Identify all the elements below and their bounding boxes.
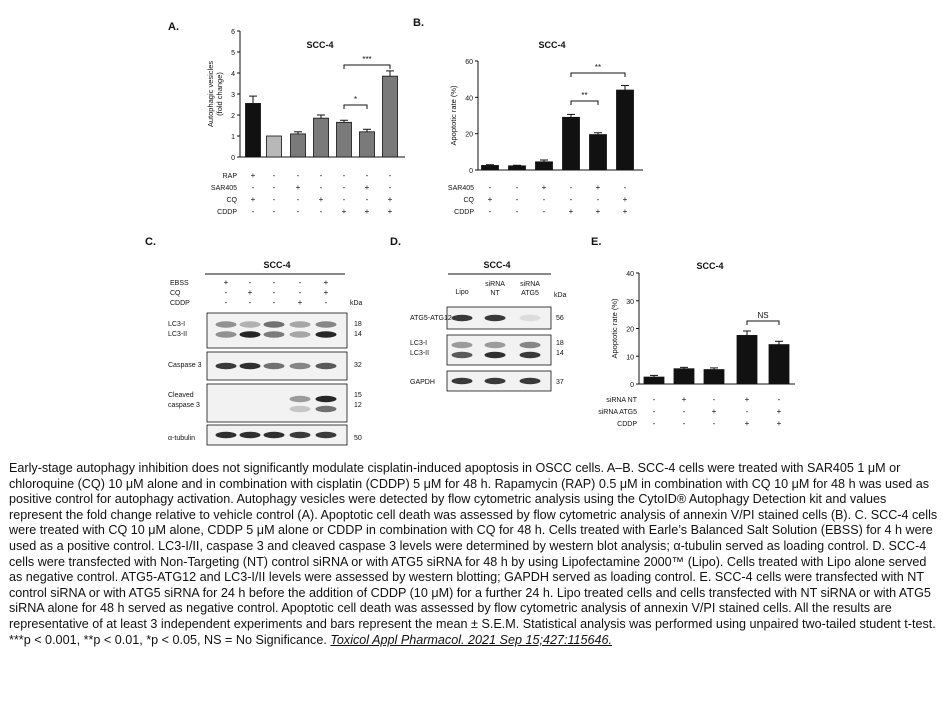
treatment-sign-C: - bbox=[272, 278, 276, 287]
treatment-sign-E: - bbox=[777, 395, 781, 404]
treatment-sign-E: - bbox=[652, 419, 656, 428]
blot-band-C bbox=[240, 321, 261, 327]
y-axis-label-A: (fold change) bbox=[215, 72, 224, 116]
significance-label-B: ** bbox=[581, 91, 588, 100]
y-tick-label-B: 60 bbox=[465, 59, 473, 66]
blot-band-D bbox=[520, 342, 541, 348]
treatment-sign-B: + bbox=[541, 183, 547, 192]
significance-label-A: *** bbox=[362, 55, 372, 64]
treatment-sign-A: - bbox=[319, 171, 323, 180]
treatment-sign-A: - bbox=[319, 207, 323, 216]
significance-label-B: ** bbox=[594, 63, 602, 72]
treatment-sign-A: - bbox=[388, 171, 392, 180]
chart-title-B: SCC-4 bbox=[538, 40, 566, 50]
treatment-row-label-E: siRNA NT bbox=[606, 397, 637, 404]
treatment-row-label-C: CQ bbox=[170, 290, 181, 297]
lane-label-D: Lipo bbox=[455, 289, 469, 296]
treatment-sign-B: - bbox=[515, 207, 519, 216]
treatment-sign-B: - bbox=[569, 183, 573, 192]
treatment-row-label-B: CDDP bbox=[454, 209, 474, 216]
panel-label-C: C. bbox=[145, 236, 156, 248]
blot-label-D: LC3-I bbox=[410, 340, 428, 347]
blot-label-C: α-tubulin bbox=[168, 435, 196, 442]
treatment-sign-C: + bbox=[247, 288, 253, 297]
treatment-sign-A: - bbox=[272, 195, 276, 204]
y-tick-label-A: 5 bbox=[231, 50, 235, 57]
lane-label-D: NT bbox=[490, 290, 500, 297]
treatment-sign-B: - bbox=[542, 195, 546, 204]
blot-band-C bbox=[316, 432, 337, 438]
treatment-sign-E: + bbox=[681, 395, 687, 404]
blot-band-C bbox=[290, 363, 311, 369]
treatment-sign-E: - bbox=[682, 407, 686, 416]
blot-label-C: LC3-I bbox=[168, 321, 186, 328]
treatment-sign-A: - bbox=[251, 207, 255, 216]
panel-label-A: A. bbox=[168, 21, 179, 33]
treatment-sign-A: + bbox=[318, 195, 324, 204]
y-tick-label-E: 10 bbox=[626, 354, 634, 362]
treatment-row-label-B: SAR405 bbox=[447, 185, 474, 192]
kda-header-C: kDa bbox=[350, 300, 363, 307]
blot-band-D bbox=[452, 342, 473, 348]
kda-value-C: 15 bbox=[354, 392, 362, 399]
treatment-row-label-E: siRNA ATG5 bbox=[598, 409, 637, 416]
treatment-sign-B: + bbox=[595, 207, 601, 216]
treatment-sign-E: - bbox=[712, 419, 716, 428]
treatment-row-label-A: CDDP bbox=[217, 209, 237, 216]
y-tick-label-B: 20 bbox=[465, 131, 473, 139]
treatment-sign-C: + bbox=[323, 278, 329, 287]
treatment-sign-C: - bbox=[298, 288, 302, 297]
y-tick-label-E: 0 bbox=[630, 382, 634, 389]
bar-A bbox=[314, 118, 329, 157]
treatment-sign-E: + bbox=[776, 419, 782, 428]
blot-band-C bbox=[216, 321, 237, 327]
blot-band-C bbox=[264, 363, 285, 369]
treatment-sign-C: + bbox=[223, 278, 229, 287]
bar-B bbox=[563, 117, 580, 170]
treatment-sign-A: - bbox=[342, 195, 346, 204]
blot-band-C bbox=[290, 321, 311, 327]
treatment-sign-C: - bbox=[248, 298, 252, 307]
treatment-sign-C: - bbox=[272, 288, 276, 297]
blot-band-C bbox=[216, 363, 237, 369]
blot-label-C: Caspase 3 bbox=[168, 362, 202, 369]
significance-bracket-B bbox=[571, 101, 598, 105]
kda-value-C: 50 bbox=[354, 435, 362, 442]
treatment-sign-A: + bbox=[364, 183, 370, 192]
treatment-sign-A: - bbox=[388, 183, 392, 192]
blot-label-C: LC3-II bbox=[168, 331, 188, 338]
significance-label-E: NS bbox=[757, 311, 769, 320]
kda-value-C: 32 bbox=[354, 362, 362, 369]
blot-label-D: ATG5-ATG12 bbox=[410, 315, 452, 322]
y-tick-label-A: 2 bbox=[231, 113, 235, 120]
y-tick-label-A: 6 bbox=[231, 29, 235, 36]
treatment-sign-B: - bbox=[515, 183, 519, 192]
significance-bracket-A bbox=[344, 65, 390, 69]
blot-band-C bbox=[240, 432, 261, 438]
treatment-sign-E: - bbox=[745, 407, 749, 416]
figure-caption bbox=[9, 461, 939, 648]
treatment-sign-A: - bbox=[296, 195, 300, 204]
treatment-sign-C: - bbox=[272, 298, 276, 307]
bar-B bbox=[509, 166, 526, 170]
bar-B bbox=[590, 135, 607, 170]
y-tick-label-A: 4 bbox=[231, 71, 235, 78]
blot-title-D: SCC-4 bbox=[483, 260, 511, 270]
treatment-row-label-B: CQ bbox=[463, 197, 474, 204]
kda-value-C: 14 bbox=[354, 331, 362, 338]
y-tick-label-E: 20 bbox=[626, 326, 634, 334]
treatment-sign-B: - bbox=[569, 195, 573, 204]
treatment-sign-C: - bbox=[324, 298, 328, 307]
treatment-sign-E: - bbox=[652, 395, 656, 404]
kda-value-D: 14 bbox=[556, 350, 564, 357]
y-tick-label-E: 40 bbox=[626, 271, 634, 278]
kda-value-C: 12 bbox=[354, 402, 362, 409]
treatment-sign-A: + bbox=[250, 171, 256, 180]
treatment-sign-A: + bbox=[364, 207, 370, 216]
bar-E bbox=[737, 335, 757, 384]
blot-band-C bbox=[240, 331, 261, 337]
treatment-row-label-A: CQ bbox=[226, 197, 237, 204]
blot-band-C bbox=[240, 363, 261, 369]
treatment-sign-A: - bbox=[342, 171, 346, 180]
y-axis-label-A: Autophagic vesicles bbox=[206, 60, 215, 128]
bar-A bbox=[337, 122, 352, 157]
blot-label-C: caspase 3 bbox=[168, 402, 200, 409]
chart-title-A: SCC-4 bbox=[306, 40, 334, 50]
treatment-sign-B: - bbox=[596, 195, 600, 204]
treatment-sign-B: - bbox=[623, 183, 627, 192]
blot-band-C bbox=[216, 432, 237, 438]
kda-header-D: kDa bbox=[554, 292, 567, 299]
treatment-sign-A: + bbox=[387, 207, 393, 216]
bar-B bbox=[536, 162, 553, 170]
y-axis-label-E: Apoptotic rate (%) bbox=[610, 298, 619, 359]
significance-bracket-B bbox=[571, 73, 625, 77]
y-axis-label-B: Apoptotic rate (%) bbox=[449, 85, 458, 146]
treatment-sign-E: + bbox=[744, 395, 750, 404]
treatment-sign-E: - bbox=[682, 419, 686, 428]
blot-band-D bbox=[520, 378, 541, 384]
treatment-sign-A: - bbox=[365, 195, 369, 204]
treatment-sign-B: - bbox=[488, 183, 492, 192]
blot-band-C bbox=[316, 406, 337, 412]
treatment-sign-A: - bbox=[272, 171, 276, 180]
bar-A bbox=[291, 134, 306, 157]
treatment-sign-B: - bbox=[515, 195, 519, 204]
blot-band-C bbox=[316, 363, 337, 369]
treatment-sign-C: - bbox=[298, 278, 302, 287]
y-tick-label-E: 30 bbox=[626, 298, 634, 306]
bar-A bbox=[360, 132, 375, 157]
blot-band-D bbox=[485, 342, 506, 348]
treatment-sign-C: + bbox=[323, 288, 329, 297]
treatment-sign-E: + bbox=[744, 419, 750, 428]
y-tick-label-A: 3 bbox=[231, 92, 235, 99]
treatment-sign-B: + bbox=[568, 207, 574, 216]
bar-A bbox=[246, 103, 261, 157]
kda-value-C: 18 bbox=[354, 321, 362, 328]
blot-band-D bbox=[452, 352, 473, 358]
bar-E bbox=[674, 369, 694, 384]
treatment-sign-A: + bbox=[250, 195, 256, 204]
blot-band-D bbox=[485, 378, 506, 384]
kda-value-D: 18 bbox=[556, 340, 564, 347]
blot-band-C bbox=[290, 396, 311, 402]
treatment-sign-A: - bbox=[251, 183, 255, 192]
panel-label-E: E. bbox=[591, 236, 602, 248]
treatment-row-label-E: CDDP bbox=[617, 421, 637, 428]
treatment-sign-A: - bbox=[365, 171, 369, 180]
treatment-row-label-C: EBSS bbox=[170, 280, 189, 287]
blot-band-C bbox=[316, 396, 337, 402]
blot-band-C bbox=[264, 331, 285, 337]
treatment-row-label-C: CDDP bbox=[170, 300, 190, 307]
chart-title-E: SCC-4 bbox=[696, 261, 724, 271]
treatment-sign-C: - bbox=[248, 278, 252, 287]
lane-label-D: ATG5 bbox=[521, 290, 539, 297]
lane-label-D: siRNA bbox=[485, 281, 505, 288]
blot-band-C bbox=[264, 321, 285, 327]
y-tick-label-A: 0 bbox=[231, 155, 235, 162]
blot-label-C: Cleaved bbox=[168, 392, 194, 399]
treatment-sign-B: + bbox=[622, 207, 628, 216]
treatment-sign-C: - bbox=[224, 288, 228, 297]
blot-title-C: SCC-4 bbox=[263, 260, 291, 270]
treatment-sign-A: - bbox=[342, 183, 346, 192]
bar-A bbox=[383, 76, 398, 157]
blot-box-C bbox=[207, 384, 347, 422]
treatment-sign-A: + bbox=[341, 207, 347, 216]
bar-B bbox=[617, 90, 634, 170]
treatment-sign-B: - bbox=[542, 207, 546, 216]
treatment-sign-C: - bbox=[224, 298, 228, 307]
bar-B bbox=[482, 165, 499, 170]
bar-E bbox=[644, 377, 664, 384]
lane-label-D: siRNA bbox=[520, 281, 540, 288]
treatment-sign-C: + bbox=[297, 298, 303, 307]
treatment-sign-B: + bbox=[487, 195, 493, 204]
treatment-sign-B: - bbox=[488, 207, 492, 216]
blot-band-C bbox=[216, 331, 237, 337]
treatment-sign-E: - bbox=[712, 395, 716, 404]
y-tick-label-B: 0 bbox=[469, 168, 473, 175]
blot-band-C bbox=[264, 432, 285, 438]
blot-band-D bbox=[520, 352, 541, 358]
blot-band-C bbox=[290, 406, 311, 412]
panel-label-D: D. bbox=[390, 236, 401, 248]
treatment-sign-E: + bbox=[776, 407, 782, 416]
panel-label-B: B. bbox=[413, 17, 424, 29]
caption-text: Early-stage autophagy inhibition does not significantly modulate cisplatin-induced apoptosis in OSCC cells. A–B. SCC-4 cells were treated with SAR405 1 μM or chloroquine (CQ) 10 μM alone and in combination with cisplatin (CDDP) 5 μM for 48 h. Rapamycin (RAP) 0.5 μM in combination with CQ 10 μM for 48 h was used as positive control for autophagy activation. Autophagy vesicles were detected by flow cytometric analysis using the CytoID® Autophagy Detection kit and values represent the fold change relative to vehicle control (A). Apoptotic cell death was assessed by flow cytometric analysis of annexin V/PI stained cells (B). C. SCC-4 cells were treated with CQ 10 μM alone, CDDP 5 μM alone or CDDP in combination with CQ for 48 h. Cells treated with Earle’s Balanced Salt Solution (EBSS) for 4 h were used as a positive control. LC3-I/II, caspase 3 and cleaved caspase 3 levels were determined by western blot analysis; α-tubulin served as loading control. D. SCC-4 cells were transfected with Non-Targeting (NT) control siRNA or with ATG5 siRNA for 48 h by using Lipofectamine 2000™ (Lipo). Cells treated with Lipo alone served as negative control. ATG5-ATG12 and LC3-I/II levels were assessed by western blotting; GAPDH served as loading control. E. SCC-4 cells were transfected with NT control siRNA or with ATG5 siRNA for 24 h before the addition of CDDP (10 μM) for a further 24 h. Lipo treated cells and cells transfected with NT siRNA or with ATG5 siRNA alone for 48 h served as negative control. Apoptotic cell death was assessed by flow cytometric analysis of annexin V/PI stained cells. All the results are representative of at least 3 independent experiments and bars represent the mean ± S.E.M. Statistical analysis was performed using unpaired two-tailed student t-test. ***p < 0.001, **p < 0.01, *p < 0.05, NS = No Significance. bbox=[9, 461, 938, 647]
treatment-sign-A: + bbox=[295, 183, 301, 192]
treatment-sign-A: - bbox=[296, 171, 300, 180]
kda-value-D: 56 bbox=[556, 315, 564, 322]
treatment-sign-B: + bbox=[595, 183, 601, 192]
treatment-sign-B: + bbox=[622, 195, 628, 204]
blot-label-D: LC3-II bbox=[410, 350, 430, 357]
blot-band-C bbox=[290, 331, 311, 337]
blot-band-D bbox=[520, 315, 541, 321]
significance-bracket-E bbox=[747, 321, 779, 325]
citation-link[interactable]: Toxicol Appl Pharmacol. 2021 Sep 15;427:115646. bbox=[330, 632, 613, 647]
blot-band-D bbox=[452, 378, 473, 384]
y-tick-label-B: 40 bbox=[465, 95, 473, 103]
treatment-sign-E: + bbox=[711, 407, 717, 416]
treatment-sign-A: - bbox=[272, 207, 276, 216]
treatment-sign-A: - bbox=[272, 183, 276, 192]
significance-label-A: * bbox=[353, 95, 358, 104]
bar-A bbox=[267, 136, 282, 157]
treatment-sign-E: - bbox=[652, 407, 656, 416]
blot-band-C bbox=[290, 432, 311, 438]
blot-band-D bbox=[485, 352, 506, 358]
blot-box-D bbox=[447, 335, 551, 365]
blot-label-D: GAPDH bbox=[410, 379, 435, 386]
blot-band-D bbox=[485, 315, 506, 321]
blot-band-C bbox=[316, 331, 337, 337]
treatment-sign-A: - bbox=[296, 207, 300, 216]
treatment-row-label-A: RAP bbox=[222, 173, 237, 180]
blot-band-D bbox=[452, 315, 473, 321]
blot-band-C bbox=[316, 321, 337, 327]
y-tick-label-A: 1 bbox=[231, 134, 235, 141]
bar-E bbox=[769, 345, 789, 384]
treatment-sign-A: + bbox=[387, 195, 393, 204]
blot-box-C bbox=[207, 313, 347, 348]
treatment-row-label-A: SAR405 bbox=[210, 185, 237, 192]
kda-value-D: 37 bbox=[556, 379, 564, 386]
significance-bracket-A bbox=[344, 105, 367, 109]
treatment-sign-A: - bbox=[319, 183, 323, 192]
bar-E bbox=[704, 370, 724, 384]
